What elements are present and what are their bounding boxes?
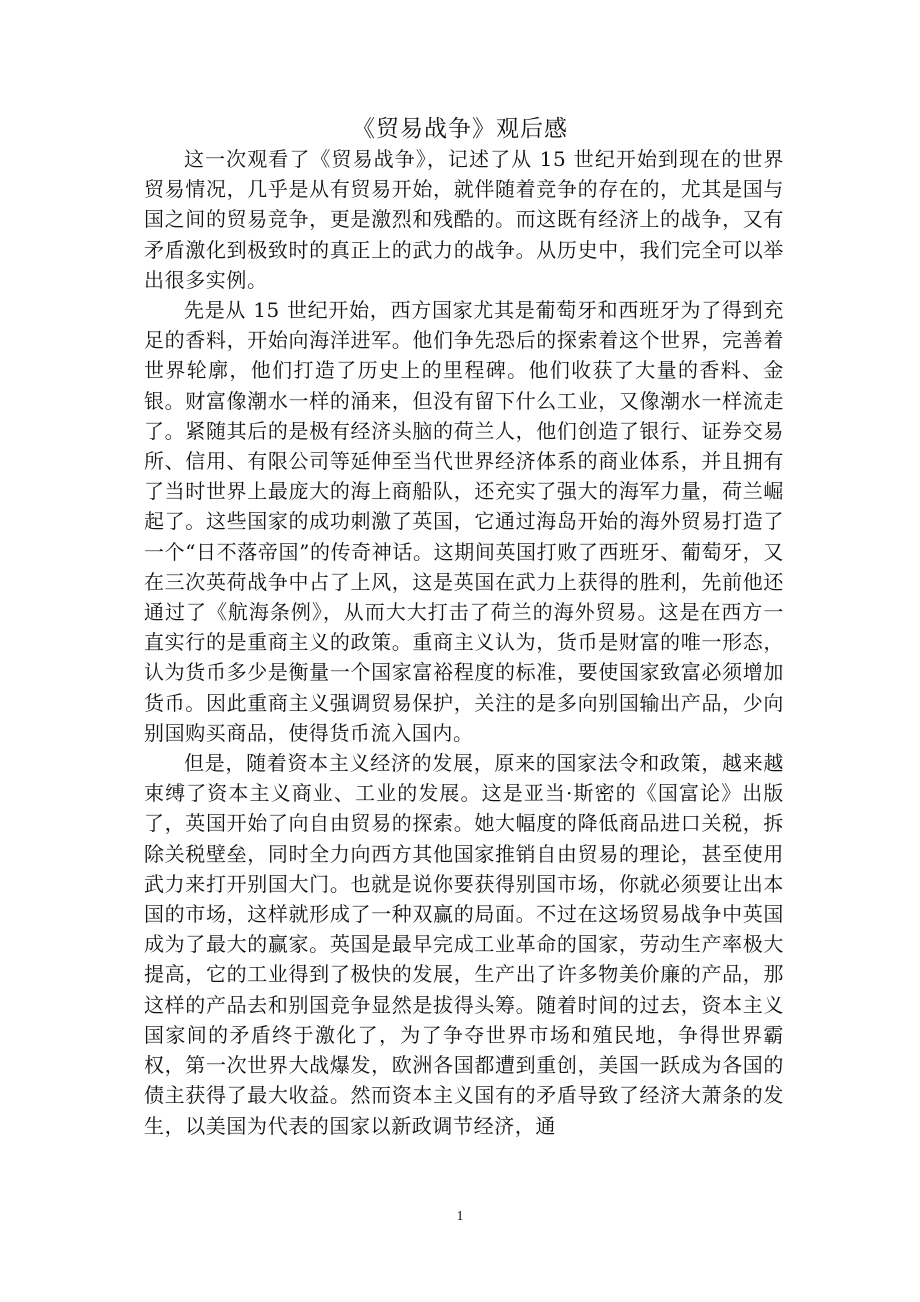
page-number: 1 (456, 1209, 464, 1224)
document-body (144, 144, 784, 1141)
paragraph-2: 先是从 15 世纪开始，西方国家尤其是葡萄牙和西班牙为了得到充足的香料，开始向海洋进军。他们争先恐后的探索着这个世界，完善着世界轮廓，他们打造了历史上的里程碑。他们收获了大量的香料、金银。财富像潮水一样的涌来，但没有留下什么工业，又像潮水一样流走了。紧随其后的是极有经济头脑的荷兰人，他们创造了银行、证券交易所、信用、有限公司等延伸至当代世界经济体系的商业体系，并且拥有了当时世界上最庞大的海上商船队，还充实了强大的海军力量，荷兰崛起了。这些国家的成功刺激了英国，它通过海岛开始的海外贸易打造了一个“日不落帝国”的传奇神话。这期间英国打败了西班牙、葡萄牙，又在三次英荷战争中占了上风，这是英国在武力上获得的胜利，先前他还通过了《航海条例》，从而大大打击了荷兰的海外贸易。这是在西方一直实行的是重商主义的政策。重商主义认为，货币是财富的唯一形态，认为货币多少是衡量一个国家富裕程度的标准，要使国家致富必须增加货币。因此重商主义强调贸易保护，关注的是多向别国输出产品，少向别国购买商品，使得货币流入国内。 (144, 298, 784, 745)
document-title: 《贸易战争》观后感 (352, 116, 568, 142)
paragraph-1: 这一次观看了《贸易战争》，记述了从 15 世纪开始到现在的世界贸易情况，几乎是从有贸易开始，就伴随着竞争的存在的，尤其是国与国之间的贸易竞争，更是激烈和残酷的。而这既有经济上的战争，又有矛盾激化到极致时的真正上的武力的战争。从历史中，我们完全可以举出很多实例。 (144, 147, 784, 292)
paragraph-3: 但是，随着资本主义经济的发展，原来的国家法令和政策，越来越束缚了资本主义商业、工业的发展。这是亚当·斯密的《国富论》出版了，英国开始了向自由贸易的探索。她大幅度的降低商品进口关税，拆除关税壁垒，同时全力向西方其他国家推销自由贸易的理论，甚至使用武力来打开别国大门。也就是说你要获得别国市场，你就必须要让出本国的市场，这样就形成了一种双赢的局面。不过在这场贸易战争中英国成为了最大的赢家。英国是最早完成工业革命的国家，劳动生产率极大提高，它的工业得到了极快的发展，生产出了许多物美价廉的产品，那这样的产品去和别国竞争显然是拔得头筹。随着时间的过去，资本主义国家间的矛盾终于激化了，为了争夺世界市场和殖民地，争得世界霸权，第一次世界大战爆发，欧洲各国都遭到重创，美国一跃成为各国的债主获得了最大收益。然而资本主义国有的矛盾导致了经济大萧条的发生，以美国为代表的国家以新政调节经济，通 (144, 751, 784, 1138)
